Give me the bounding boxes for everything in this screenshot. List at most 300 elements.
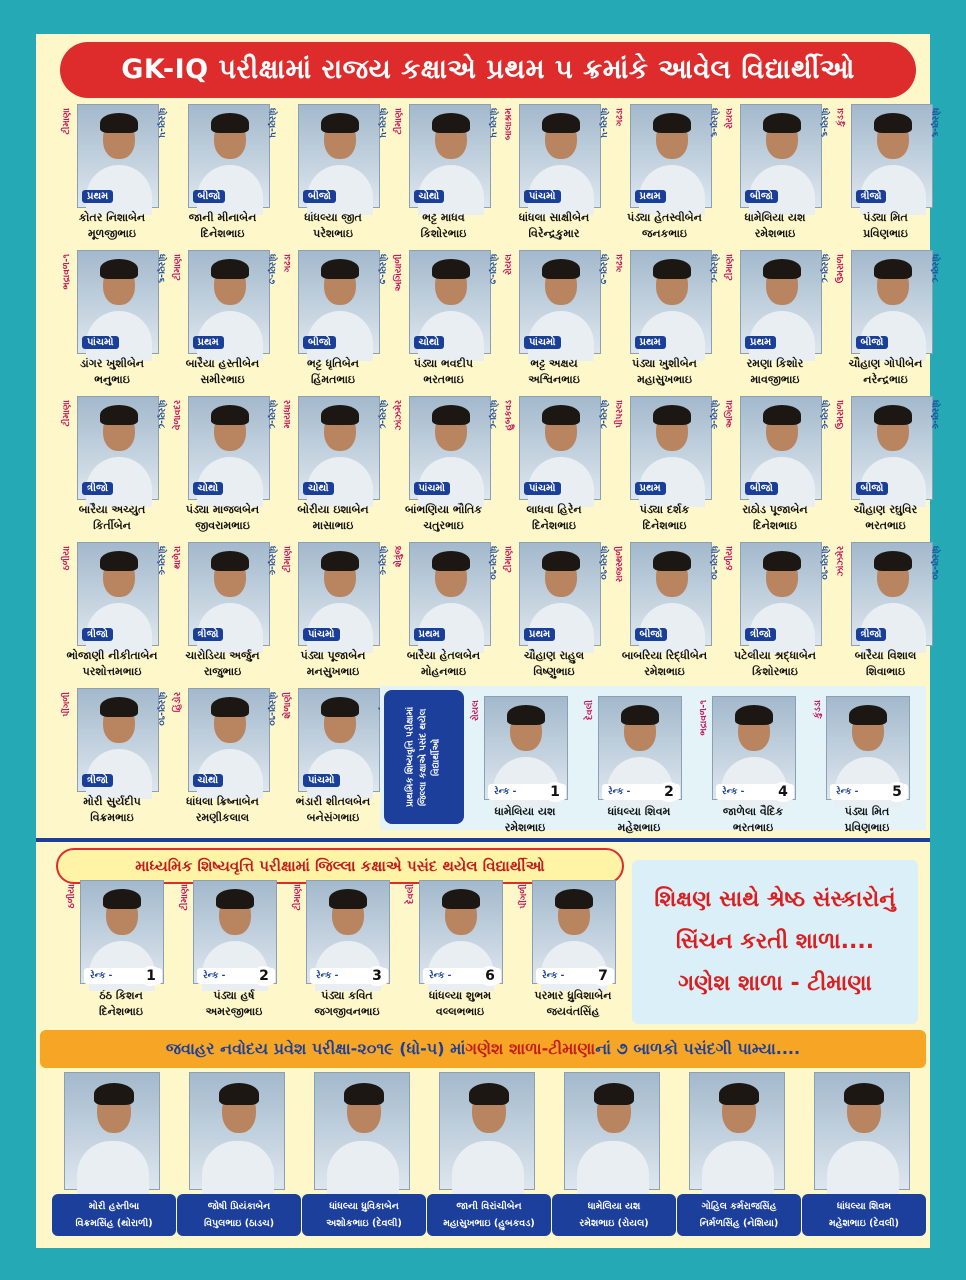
student-name-line-1: પંડ્યા ખુશીબેન bbox=[632, 357, 697, 370]
student-name-line-1: મોરી સુર્યદીપ bbox=[83, 795, 141, 808]
photo-hair bbox=[542, 551, 580, 571]
student-position-badge: પ્રથમ bbox=[635, 482, 666, 495]
student-name-line-2: દિનેશભાઇ bbox=[753, 519, 797, 532]
student-name-line-1: પરમાર ધ્રુવિશાબેન bbox=[534, 989, 612, 1002]
student-name-line-2: વલ્લભભાઇ bbox=[435, 1005, 485, 1018]
student-grade: ધોરણ-૯ bbox=[266, 546, 277, 576]
student-position-badge: પાંચમો bbox=[524, 336, 561, 349]
student-grade: ધોરણ-૭ bbox=[266, 254, 277, 285]
student-card bbox=[277, 104, 387, 244]
rank-label: રેન્ક - bbox=[316, 971, 339, 981]
student-name bbox=[277, 648, 389, 680]
navodaya-title-c: નાં ૭ બાળકો પસંદગી પામ્યા.... bbox=[595, 1039, 801, 1058]
student-name-line-2: વિરેન્દ્રકુમાર bbox=[528, 227, 580, 240]
rank-label: રેન્ક - bbox=[722, 787, 745, 797]
student-position-badge: પ્રથમ bbox=[745, 336, 776, 349]
student-card bbox=[277, 688, 387, 828]
student-name bbox=[719, 356, 831, 388]
student-name bbox=[498, 210, 610, 242]
student-card bbox=[719, 396, 829, 536]
student-name-line-1: ધાંધલ્યા શિવમ bbox=[836, 1201, 892, 1212]
student-position-badge: ત્રીજો bbox=[82, 482, 113, 495]
rank-label: રેન્ક - bbox=[836, 787, 859, 797]
student-name bbox=[56, 648, 168, 680]
student-name-line-2: ભરતભાઇ bbox=[423, 373, 464, 386]
photo-hair bbox=[94, 1083, 134, 1105]
student-village: પીંગળી bbox=[62, 692, 72, 717]
student-name bbox=[302, 1194, 426, 1236]
student-card bbox=[277, 250, 387, 390]
student-photo bbox=[814, 1072, 910, 1190]
student-card bbox=[719, 542, 829, 682]
student-card bbox=[56, 542, 166, 682]
student-card bbox=[167, 104, 277, 244]
student-grade: ધોરણ-૭ bbox=[487, 254, 498, 285]
student-name-line-1: ભોજાણી નીકીતાબેન bbox=[66, 649, 158, 662]
student-grade: ધોરણ-૫ bbox=[266, 108, 277, 138]
student-village: ટીમાણા bbox=[393, 108, 404, 135]
student-name-line-2: સમીરભાઇ bbox=[200, 373, 245, 386]
photo-hair bbox=[874, 113, 912, 133]
navodaya-student-card bbox=[677, 1072, 795, 1242]
student-name-line-1: ગોહિલ કર્મરાજસિંહ bbox=[701, 1201, 777, 1212]
student-name-line-2: કિર્તીબેન bbox=[93, 519, 131, 532]
student-card bbox=[609, 250, 719, 390]
photo-hair bbox=[211, 405, 249, 425]
photo-hair bbox=[542, 259, 580, 279]
student-name-line-1: મોરી હસ્તીબા bbox=[88, 1201, 140, 1212]
student-name bbox=[56, 356, 168, 388]
student-position-badge: બીજો bbox=[193, 190, 226, 203]
poster bbox=[36, 34, 940, 1248]
photo-hair bbox=[735, 705, 773, 725]
student-grade: ધોરણ-૧૦ bbox=[708, 546, 719, 580]
rank-tag bbox=[716, 784, 794, 800]
student-grade: ધોરણ-૬ bbox=[819, 108, 829, 137]
student-name bbox=[427, 1194, 551, 1236]
student-name bbox=[609, 356, 721, 388]
student-name-line-2: જગજીવનભાઇ bbox=[314, 1005, 380, 1018]
student-name bbox=[830, 210, 942, 242]
student-village: ઝાંઝમેર bbox=[393, 400, 404, 431]
student-position-badge: બીજો bbox=[745, 190, 778, 203]
student-name-line-2: મોહનભાઇ bbox=[420, 665, 467, 678]
student-card bbox=[498, 542, 608, 682]
student-card bbox=[830, 250, 940, 390]
student-card bbox=[277, 542, 387, 682]
student-grade: ધોરણ-૬ bbox=[929, 108, 940, 137]
navodaya-student-card bbox=[302, 1072, 420, 1242]
student-village: પીંગળી bbox=[519, 884, 529, 909]
student-photo bbox=[689, 1072, 785, 1190]
student-village: ઠળીયા bbox=[725, 546, 735, 571]
student-name-line-2: પરશોત્તમભાઇ bbox=[82, 665, 142, 678]
student-name-line-2: ચતુરભાઇ bbox=[423, 519, 464, 532]
photo-hair bbox=[211, 259, 249, 279]
student-name bbox=[719, 210, 831, 242]
photo-hair bbox=[100, 697, 138, 717]
student-name-line-2: દિનેશભાઇ bbox=[200, 227, 245, 240]
student-village: હિંડોર bbox=[172, 692, 183, 713]
student-grade: ધોરણ-૫ bbox=[377, 108, 387, 138]
student-position-badge: બીજો bbox=[303, 190, 336, 203]
student-grade: ધોરણ-૭ bbox=[598, 254, 608, 285]
student-card bbox=[609, 396, 719, 536]
student-name-line-1: ભંડારી શીતલબેન bbox=[295, 795, 371, 808]
photo-hair bbox=[321, 113, 359, 133]
student-name bbox=[609, 502, 721, 534]
photo-hair bbox=[211, 551, 249, 571]
rank-tag bbox=[197, 968, 275, 984]
student-village: ટીમાણા bbox=[62, 400, 72, 427]
student-name-line-1: ધાંધલ્યા શુભમ bbox=[428, 989, 492, 1002]
photo-hair bbox=[763, 551, 801, 571]
student-name bbox=[830, 648, 942, 680]
student-name-line-1: પંડ્યા માજલબેન bbox=[185, 503, 260, 516]
photo-hair bbox=[874, 551, 912, 571]
rank-number: 2 bbox=[253, 966, 275, 986]
photo-hair bbox=[653, 259, 691, 279]
student-name-line-1: બોરીયા ઇશાબેન bbox=[297, 503, 369, 516]
student-name-line-1: બારૈયા વિશાલ bbox=[854, 649, 917, 662]
student-village: ઠળીયા bbox=[62, 546, 72, 571]
student-card bbox=[609, 542, 719, 682]
student-name-line-2: મહેશભાઇ (દેવલી) bbox=[829, 1218, 899, 1229]
secondary-student-card bbox=[405, 880, 513, 1020]
navodaya-title-school: ગણેશ શાળા-ટીમાણા bbox=[465, 1039, 596, 1058]
student-village: વેળાવદર bbox=[172, 400, 183, 431]
student-name-line-2: મનસુખભાઇ bbox=[306, 665, 360, 678]
student-position-badge: પ્રથમ bbox=[635, 190, 666, 203]
student-card bbox=[167, 542, 277, 682]
student-grade: ધોરણ-૫ bbox=[487, 108, 498, 138]
student-grade: ધોરણ-૮ bbox=[598, 400, 608, 429]
student-position-badge: ત્રીજો bbox=[82, 628, 113, 641]
student-card bbox=[388, 250, 498, 390]
rank-label: રેન્ક - bbox=[429, 971, 452, 981]
student-name-line-2: નરેન્દ્રભાઇ bbox=[863, 373, 908, 386]
photo-hair bbox=[100, 113, 138, 133]
student-name bbox=[677, 1194, 801, 1236]
student-village: ઠળીયા bbox=[67, 884, 77, 909]
main-title: GK-IQ પરીક્ષામાં રાજય કક્ષાએ પ્રથમ ૫ ક્રમાંકે આવેલ વિદ્યાર્થીઓ bbox=[60, 42, 916, 98]
photo-hair bbox=[216, 889, 254, 909]
student-name bbox=[552, 1194, 676, 1236]
student-village: પીપરલા bbox=[614, 400, 625, 428]
student-grade: ધોરણ-૫ bbox=[156, 108, 166, 138]
student-name-line-1: જાળેલા વૈદિક bbox=[722, 805, 784, 818]
motto-line-3: ગણેશ શાળા - ટીમાણા bbox=[678, 971, 872, 996]
student-position-badge: પાંચમો bbox=[524, 190, 561, 203]
student-grade: ધોરણ-૯ bbox=[819, 400, 829, 430]
student-name-line-1: બાંભણિયા ભૌતિક bbox=[404, 503, 483, 516]
student-name bbox=[66, 988, 176, 1020]
photo-hair bbox=[442, 889, 480, 909]
student-village: બાલાશ્રમ bbox=[504, 108, 514, 141]
secondary-student-card bbox=[179, 880, 287, 1020]
primary-student-card bbox=[698, 696, 806, 836]
student-position-badge: બીજો bbox=[745, 482, 778, 495]
student-name bbox=[388, 210, 500, 242]
primary-student-card bbox=[584, 696, 692, 836]
student-village: રોયલ bbox=[471, 700, 481, 722]
student-card bbox=[277, 396, 387, 536]
rank-label: રેન્ક - bbox=[90, 971, 113, 981]
student-name-line-1: ઠંઠ કિશન bbox=[99, 989, 143, 1002]
navodaya-student-card bbox=[427, 1072, 545, 1242]
student-name bbox=[812, 804, 922, 836]
photo-hair bbox=[849, 705, 887, 725]
navodaya-student-card bbox=[52, 1072, 170, 1242]
photo-hair bbox=[594, 1083, 634, 1105]
student-card bbox=[56, 688, 166, 828]
student-name-line-1: ચારોડિયા અર્જુન bbox=[185, 649, 260, 662]
student-name-line-2: નિર્મળસિંહ (નેશિયા) bbox=[699, 1218, 779, 1229]
student-name-line-2: જનકભાઇ bbox=[642, 227, 687, 240]
student-photo bbox=[189, 1072, 285, 1190]
photo-hair bbox=[432, 259, 470, 279]
student-name-line-2: વિક્રમસિંહ (થોરાળી) bbox=[75, 1218, 153, 1229]
student-position-badge: ચોથો bbox=[414, 190, 445, 203]
student-village: ઝાંઝમેર bbox=[835, 546, 846, 577]
photo-hair bbox=[469, 1083, 509, 1105]
photo-hair bbox=[653, 113, 691, 133]
student-grade: ધોરણ-૬ bbox=[708, 108, 719, 137]
student-name bbox=[719, 648, 831, 680]
primary-student-card bbox=[470, 696, 578, 836]
student-name bbox=[609, 210, 721, 242]
student-photo bbox=[314, 1072, 410, 1190]
photo-body bbox=[327, 1141, 399, 1197]
student-village: ટીમાણા bbox=[725, 254, 735, 281]
student-photo bbox=[564, 1072, 660, 1190]
photo-body bbox=[577, 1141, 649, 1197]
student-village: ગઢડા bbox=[614, 254, 625, 273]
student-position-badge: ચોથો bbox=[414, 336, 445, 349]
student-name-line-2: પરેશભાઇ bbox=[313, 227, 353, 240]
photo-hair bbox=[321, 697, 359, 717]
student-card bbox=[719, 250, 829, 390]
student-position-badge: પાંચમો bbox=[414, 482, 451, 495]
student-name-line-1: પંડ્યા હર્ષ bbox=[213, 989, 255, 1002]
student-name bbox=[388, 502, 500, 534]
photo-hair bbox=[100, 405, 138, 425]
student-position-badge: પ્રથમ bbox=[414, 628, 445, 641]
student-name-line-1: બારૈયા અચ્યુત bbox=[78, 503, 146, 516]
rank-tag bbox=[488, 784, 566, 800]
photo-hair bbox=[763, 113, 801, 133]
student-position-badge: ચોથો bbox=[303, 482, 334, 495]
student-name-line-2: ભરતભાઇ bbox=[865, 519, 906, 532]
student-name-line-1: જાની મીનાબેન bbox=[188, 211, 257, 224]
student-grade: ધોરણ-૮ bbox=[487, 400, 498, 429]
rank-number: 3 bbox=[366, 966, 388, 986]
rank-label: રેન્ક - bbox=[608, 787, 631, 797]
student-village: ટીમાણા bbox=[172, 254, 183, 281]
student-position-badge: ત્રીજો bbox=[856, 190, 887, 203]
rank-number: 1 bbox=[140, 966, 162, 986]
student-card bbox=[609, 104, 719, 244]
photo-hair bbox=[219, 1083, 259, 1105]
student-village: રોયલ bbox=[725, 108, 735, 130]
student-name bbox=[179, 988, 289, 1020]
rank-number: 6 bbox=[479, 966, 501, 986]
student-name bbox=[277, 794, 389, 826]
student-name-line-2: પ્રવિણભાઇ bbox=[863, 227, 908, 240]
student-position-badge: ત્રીજો bbox=[745, 628, 776, 641]
student-name bbox=[56, 794, 168, 826]
student-grade: ધોરણ-૧૦ bbox=[598, 546, 608, 580]
student-grade: ધોરણ-૯ bbox=[708, 400, 719, 430]
student-position-badge: બીજો bbox=[303, 336, 336, 349]
student-name-line-1: પંડ્યા ભવદીપ bbox=[413, 357, 474, 370]
photo-hair bbox=[211, 113, 249, 133]
student-photo bbox=[64, 1072, 160, 1190]
photo-hair bbox=[874, 259, 912, 279]
rank-label: રેન્ક - bbox=[203, 971, 226, 981]
photo-hair bbox=[211, 697, 249, 717]
student-village: કુંડડા bbox=[835, 108, 846, 127]
student-name bbox=[277, 210, 389, 242]
photo-hair bbox=[432, 551, 470, 571]
student-name bbox=[830, 356, 942, 388]
navodaya-student-card bbox=[177, 1072, 295, 1242]
student-position-badge: પ્રથમ bbox=[635, 336, 666, 349]
student-name-line-1: રમણા કિશોર bbox=[746, 357, 804, 370]
student-card bbox=[167, 250, 277, 390]
student-village: ટીમાણા bbox=[180, 884, 190, 911]
rank-number: 2 bbox=[658, 782, 680, 802]
photo-hair bbox=[844, 1083, 884, 1105]
student-name-line-2: બનેસંગભાઇ bbox=[306, 811, 360, 824]
student-name bbox=[518, 988, 628, 1020]
student-grade: ધોરણ-૮ bbox=[377, 400, 387, 429]
student-name-line-1: પંડ્યા મિત bbox=[844, 805, 890, 818]
rank-tag bbox=[84, 968, 162, 984]
student-name-line-1: ચૌહાણ રાહુલ bbox=[523, 649, 585, 662]
student-name-line-1: ધાંધલ્યા ધ્રુવિકાબેન bbox=[329, 1201, 399, 1212]
student-name-line-1: કોતર નિશાબેન bbox=[78, 211, 146, 224]
student-name bbox=[167, 502, 279, 534]
student-village: માયધાર bbox=[283, 400, 293, 429]
student-name-line-2: મહાસુખભાઇ (હુબકવડ) bbox=[443, 1218, 535, 1229]
rank-tag bbox=[830, 784, 908, 800]
photo-hair bbox=[555, 889, 593, 909]
student-name-line-2: ભનુભાઇ bbox=[94, 373, 130, 386]
student-grade: ધોરણ-૯ bbox=[929, 400, 940, 430]
rank-number: 1 bbox=[544, 782, 566, 802]
student-village: ઉમરાળા bbox=[835, 254, 846, 284]
secondary-student-card bbox=[292, 880, 400, 1020]
photo-hair bbox=[100, 551, 138, 571]
student-village: શેળાણી bbox=[283, 692, 293, 719]
student-name-line-2: રમેશભાઇ bbox=[754, 227, 796, 240]
student-name bbox=[388, 356, 500, 388]
student-name-line-2: કિશોરભાઇ bbox=[752, 665, 798, 678]
student-name-line-1: ધાંધલા ક્રિષ્નાબેન bbox=[186, 795, 259, 808]
student-name-line-2: મહાસુખભાઇ bbox=[637, 373, 692, 386]
student-card bbox=[388, 542, 498, 682]
student-name-line-1: રાઠોડ પૂજાબેન bbox=[742, 503, 808, 516]
student-name bbox=[802, 1194, 926, 1236]
rank-tag bbox=[423, 968, 501, 984]
student-grade: ધોરણ-૮ bbox=[156, 400, 166, 429]
student-name-line-1: પંડ્યા હેતસ્વીબેન bbox=[627, 211, 702, 224]
student-grade: ધોરણ-૧૦ bbox=[929, 546, 940, 580]
rank-label: રેન્ક - bbox=[494, 787, 517, 797]
school-motto bbox=[632, 860, 918, 1024]
navodaya-title bbox=[40, 1030, 926, 1068]
student-name-line-2: જીવરામભાઇ bbox=[195, 519, 250, 532]
student-name-line-2: વિષ્ણુભાઇ bbox=[533, 665, 575, 678]
student-name bbox=[405, 988, 515, 1020]
student-name bbox=[470, 804, 580, 836]
student-name bbox=[498, 502, 610, 534]
navodaya-student-card bbox=[802, 1072, 920, 1242]
student-name-line-2: કિશોરભાઇ bbox=[420, 227, 467, 240]
student-name bbox=[584, 804, 694, 836]
student-name-line-2: શિવાભાઇ bbox=[865, 665, 906, 678]
student-village: થાળેરા bbox=[172, 546, 183, 569]
student-name-line-2: રમણીકલાલ bbox=[195, 811, 250, 824]
navodaya-student-card bbox=[552, 1072, 670, 1242]
photo-hair bbox=[432, 113, 470, 133]
student-grade: ધોરણ-૯ bbox=[377, 546, 387, 576]
student-name-line-2: અશોકભાઇ (દેવલી) bbox=[326, 1218, 402, 1229]
student-position-badge: પાંચમો bbox=[524, 482, 561, 495]
student-position-badge: બીજો bbox=[856, 482, 889, 495]
student-village: રાજસ્થળી bbox=[614, 546, 625, 583]
student-grade: ધોરણ-૧૦ bbox=[156, 692, 166, 726]
student-grade: ધોરણ-૮ bbox=[708, 254, 719, 283]
student-name-line-2: અમરજીભાઇ bbox=[205, 1005, 263, 1018]
student-position-badge: પાંચમો bbox=[82, 336, 119, 349]
photo-body bbox=[827, 1141, 899, 1197]
student-village: ટીમાણા bbox=[283, 546, 293, 573]
student-card bbox=[167, 396, 277, 536]
student-position-badge: બીજો bbox=[856, 336, 889, 349]
student-village: અગિયા bbox=[725, 400, 735, 428]
student-name-line-1: લાધવા હિરેન bbox=[526, 503, 582, 516]
student-name-line-2: માવજીભાઇ bbox=[750, 373, 800, 386]
photo-hair bbox=[621, 705, 659, 725]
secondary-student-card bbox=[66, 880, 174, 1020]
student-card bbox=[167, 688, 277, 828]
student-name bbox=[277, 502, 389, 534]
photo-hair bbox=[542, 405, 580, 425]
photo-body bbox=[452, 1141, 524, 1197]
student-grade: ધોરણ-૯ bbox=[156, 546, 166, 576]
primary-scholarship-banner: પ્રાથમિક શિષ્યવૃત્તિ પરીક્ષામાં જિલ્લા કક્ષાએ પસંદ થયેલ વિદ્યાર્થીઓ bbox=[384, 690, 464, 824]
student-village: ટીમાણા bbox=[293, 884, 303, 911]
student-name bbox=[609, 648, 721, 680]
student-card bbox=[830, 542, 940, 682]
rank-tag bbox=[310, 968, 388, 984]
student-village: ઉમરાળા bbox=[835, 400, 846, 430]
student-position-badge: પ્રથમ bbox=[524, 628, 555, 641]
student-name-line-1: બારૈયા હસ્તીબેન bbox=[185, 357, 260, 370]
student-name-line-2: મૂળજીભાઇ bbox=[88, 227, 136, 240]
student-name-line-2: અશ્વિનભાઇ bbox=[528, 373, 580, 386]
photo-body bbox=[77, 1141, 149, 1197]
student-name-line-1: જોષી પ્રિયંકાબેન bbox=[207, 1201, 271, 1212]
student-name-line-1: બાબરિયા રિદ્ધીબેન bbox=[621, 649, 708, 662]
student-name-line-1: પંડ્યા દર્શક bbox=[639, 503, 690, 516]
student-name bbox=[56, 210, 168, 242]
photo-body bbox=[702, 1141, 774, 1197]
student-position-badge: ચોથો bbox=[193, 482, 224, 495]
student-card bbox=[830, 396, 940, 536]
